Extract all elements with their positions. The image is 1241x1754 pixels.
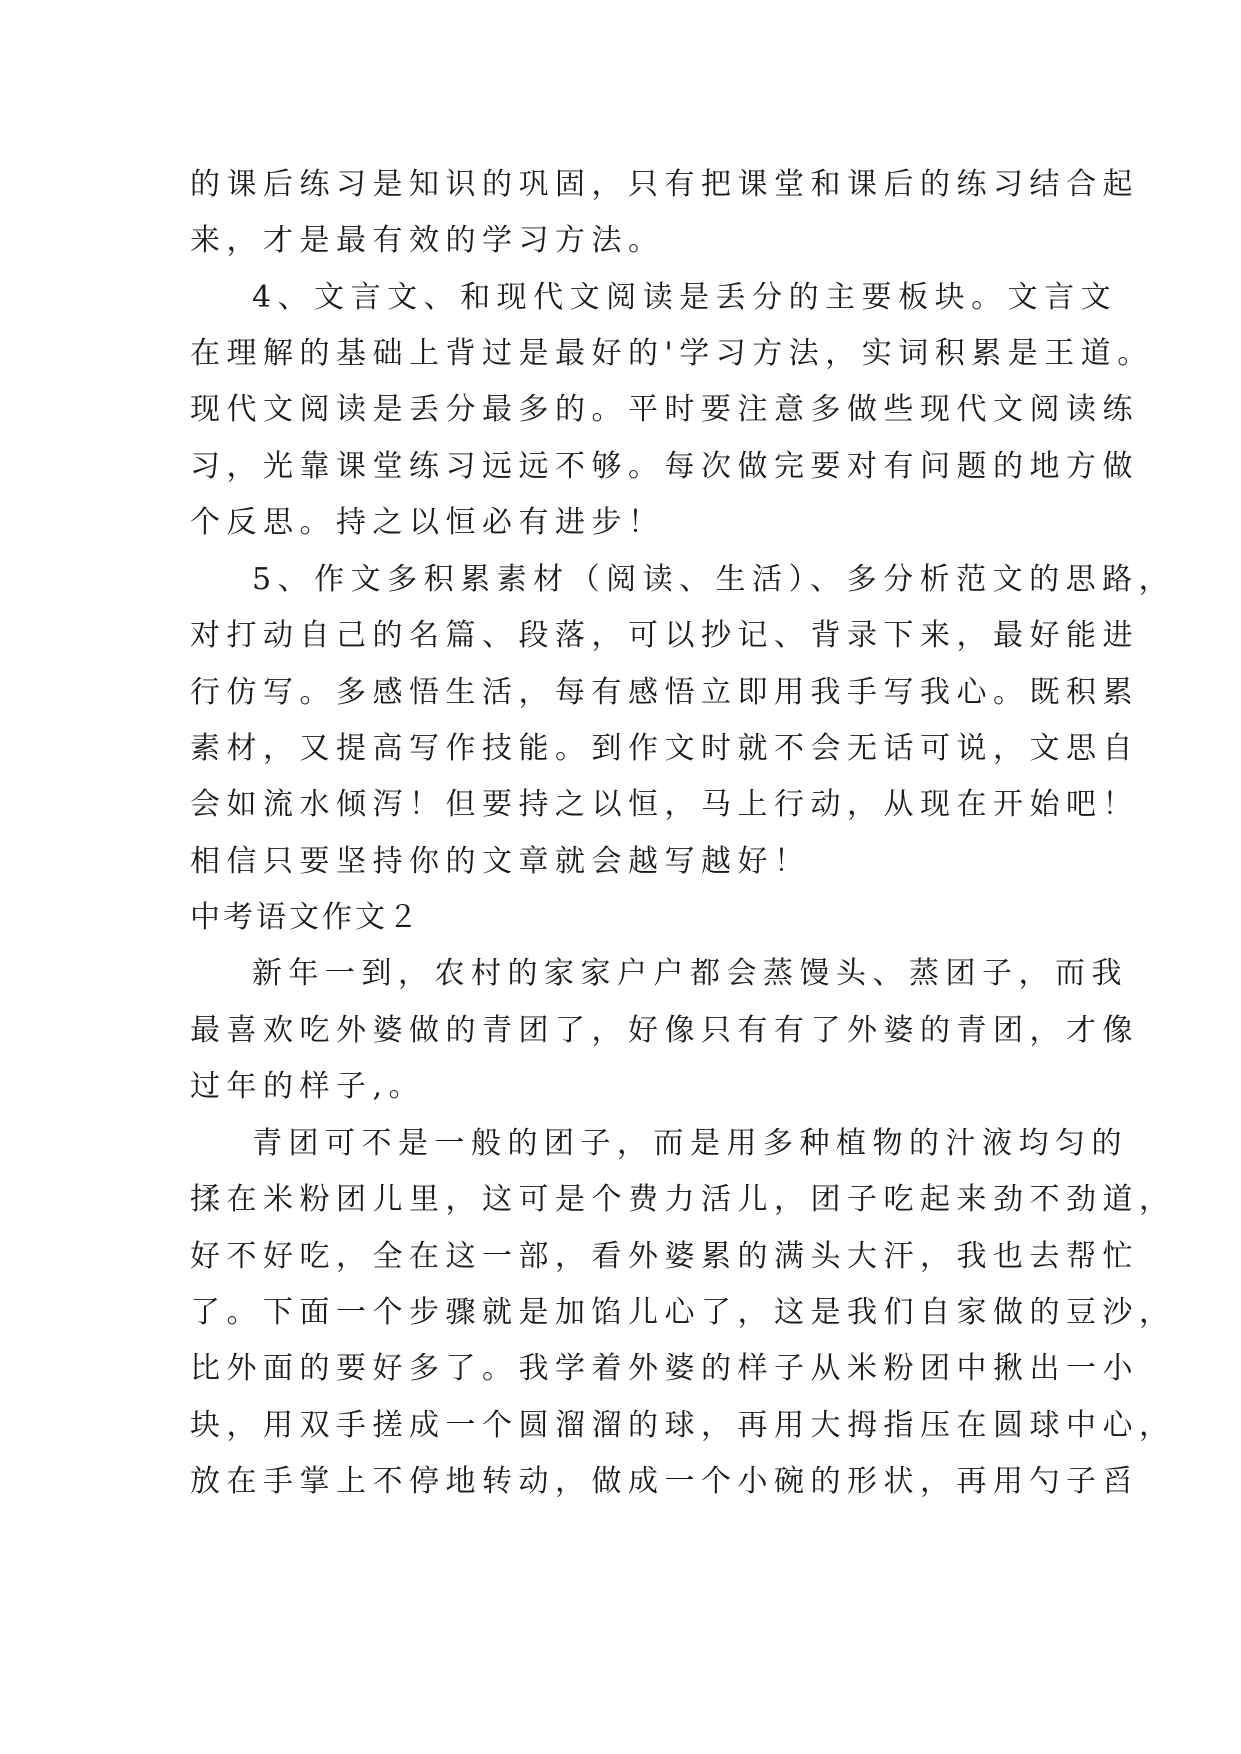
paragraph-line: 了。下面一个步骤就是加馅儿心了，这是我们自家做的豆沙， bbox=[190, 1295, 1176, 1330]
paragraph-line: 习，光靠课堂练习远远不够。每次做完要对有问题的地方做 bbox=[190, 449, 1139, 484]
paragraph-line: 好不好吃，全在这一部，看外婆累的满头大汗，我也去帮忙 bbox=[190, 1239, 1139, 1274]
paragraph-line: 过年的样子,。 bbox=[190, 1069, 426, 1104]
paragraph-line: 在理解的基础上背过是最好的'学习方法，实词积累是王道。 bbox=[190, 336, 1154, 371]
paragraph-line: 个反思。持之以恒必有进步！ bbox=[190, 505, 665, 540]
paragraph-line: 放在手掌上不停地转动，做成一个小碗的形状，再用勺子舀 bbox=[190, 1464, 1139, 1499]
paragraph-line: 现代文阅读是丢分最多的。平时要注意多做些现代文阅读练 bbox=[190, 392, 1139, 427]
paragraph-line: 揉在米粉团儿里，这可是个费力活儿，团子吃起来劲不劲道， bbox=[190, 1182, 1176, 1217]
paragraph-line: 会如流水倾泻！但要持之以恒，马上行动，从现在开始吧！ bbox=[190, 787, 1139, 822]
paragraph-line: 的课后练习是知识的巩固，只有把课堂和课后的练习结合起 bbox=[190, 167, 1139, 202]
paragraph-line: 5、作文多积累素材（阅读、生活）、多分析范文的思路， bbox=[252, 562, 1176, 597]
paragraph-line: 素材，又提高写作技能。到作文时就不会无话可说，文思自 bbox=[190, 731, 1139, 766]
paragraph-line: 青团可不是一般的团子，而是用多种植物的汁液均匀的 bbox=[252, 1126, 1128, 1161]
paragraph-line: 4、文言文、和现代文阅读是丢分的主要板块。文言文 bbox=[252, 280, 1118, 315]
paragraph-line: 行仿写。多感悟生活，每有感悟立即用我手写我心。既积累 bbox=[190, 675, 1139, 710]
paragraph-line: 来，才是最有效的学习方法。 bbox=[190, 223, 665, 258]
paragraph-line: 新年一到，农村的家家户户都会蒸馒头、蒸团子，而我 bbox=[252, 956, 1128, 991]
section-heading: 中考语文作文２ bbox=[190, 900, 421, 935]
paragraph-line: 最喜欢吃外婆做的青团了，好像只有有了外婆的青团，才像 bbox=[190, 1013, 1139, 1048]
paragraph-line: 对打动自己的名篇、段落，可以抄记、背录下来，最好能进 bbox=[190, 618, 1139, 653]
paragraph-line: 比外面的要好多了。我学着外婆的样子从米粉团中揪出一小 bbox=[190, 1351, 1139, 1386]
paragraph-line: 相信只要坚持你的文章就会越写越好！ bbox=[190, 844, 811, 879]
paragraph-line: 块，用双手搓成一个圆溜溜的球，再用大拇指压在圆球中心， bbox=[190, 1408, 1176, 1443]
